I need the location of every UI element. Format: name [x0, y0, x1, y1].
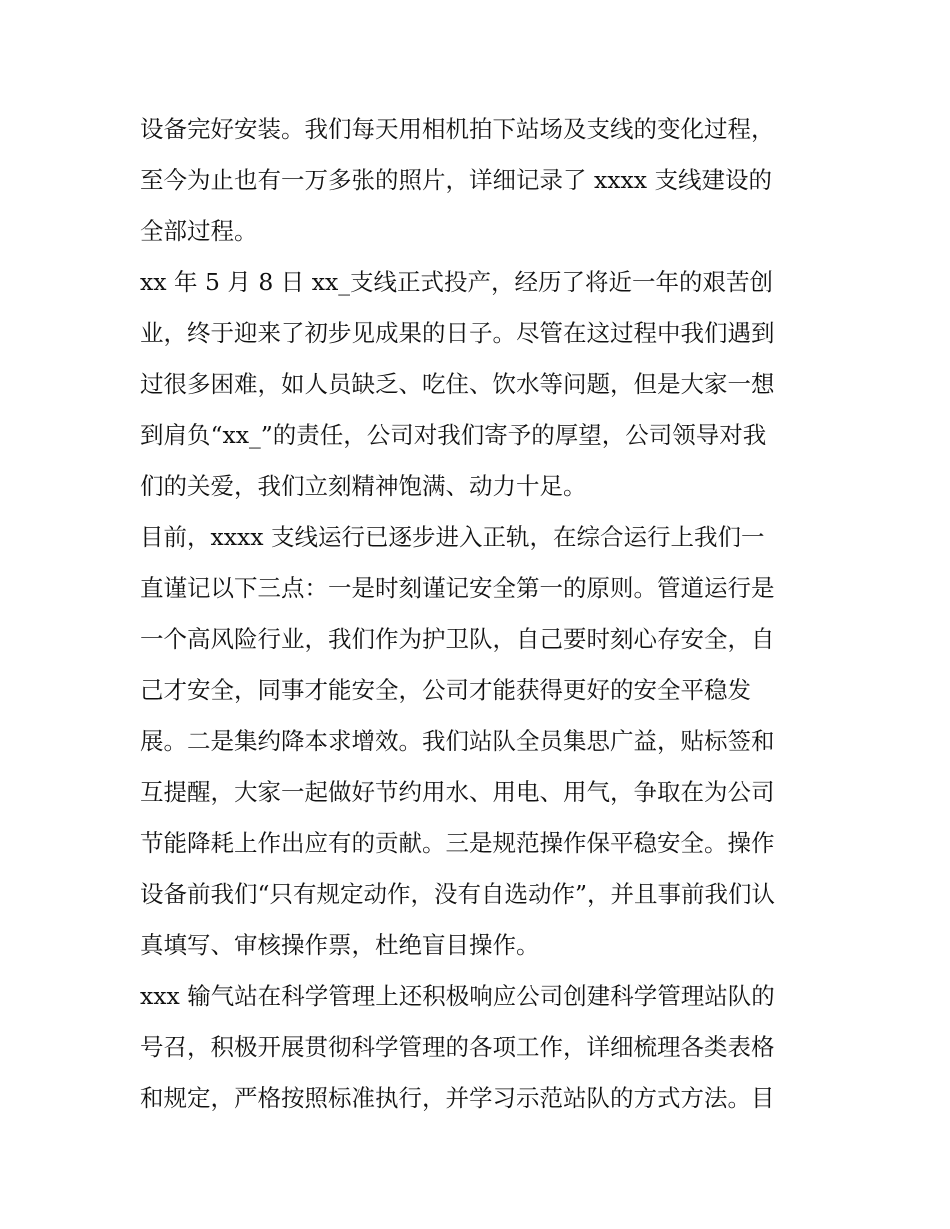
text-line: 全部过程。 — [140, 217, 258, 245]
text-line: 真填写、审核操作票，杜绝盲目操作。 — [140, 931, 540, 959]
text-line: 号召，积极开展贯彻科学管理的各项工作，详细梳理各类表格 — [140, 1033, 775, 1061]
text-line: 目前，xxxx 支线运行已逐步进入正轨，在综合运行上我们一 — [140, 523, 765, 551]
text-line: 节能降耗上作出应有的贡献。三是规范操作保平稳安全。操作 — [140, 829, 775, 857]
text-line: 设备前我们“只有规定动作，没有自选动作”，并且事前我们认 — [140, 880, 776, 908]
text-line: 业，终于迎来了初步见成果的日子。尽管在这过程中我们遇到 — [140, 319, 775, 347]
text-line: 和规定，严格按照标准执行，并学习示范站队的方式方法。目 — [140, 1084, 775, 1112]
text-line: 过很多困难，如人员缺乏、吃住、饮水等问题，但是大家一想 — [140, 370, 775, 398]
text-line: 直谨记以下三点：一是时刻谨记安全第一的原则。管道运行是 — [140, 574, 775, 602]
text-line: xx 年 5 月 8 日 xx_支线正式投产，经历了将近一年的艰苦创 — [140, 268, 773, 296]
text-line: 一个高风险行业，我们作为护卫队，自己要时刻心存安全，自 — [140, 625, 775, 653]
text-line: xxx 输气站在科学管理上还积极响应公司创建科学管理站队的 — [140, 982, 775, 1010]
text-line: 互提醒，大家一起做好节约用水、用电、用气，争取在为公司 — [140, 778, 775, 806]
text-line: 设备完好安装。我们每天用相机拍下站场及支线的变化过程， — [140, 115, 775, 143]
text-line: 至今为止也有一万多张的照片，详细记录了 xxxx 支线建设的 — [140, 166, 772, 194]
text-line: 们的关爱，我们立刻精神饱满、动力十足。 — [140, 472, 587, 500]
text-line: 到肩负“xx_”的责任，公司对我们寄予的厚望，公司领导对我 — [140, 421, 767, 449]
text-line: 己才安全，同事才能安全，公司才能获得更好的安全平稳发 — [140, 676, 751, 704]
text-line: 展。二是集约降本求增效。我们站队全员集思广益，贴标签和 — [140, 727, 775, 755]
